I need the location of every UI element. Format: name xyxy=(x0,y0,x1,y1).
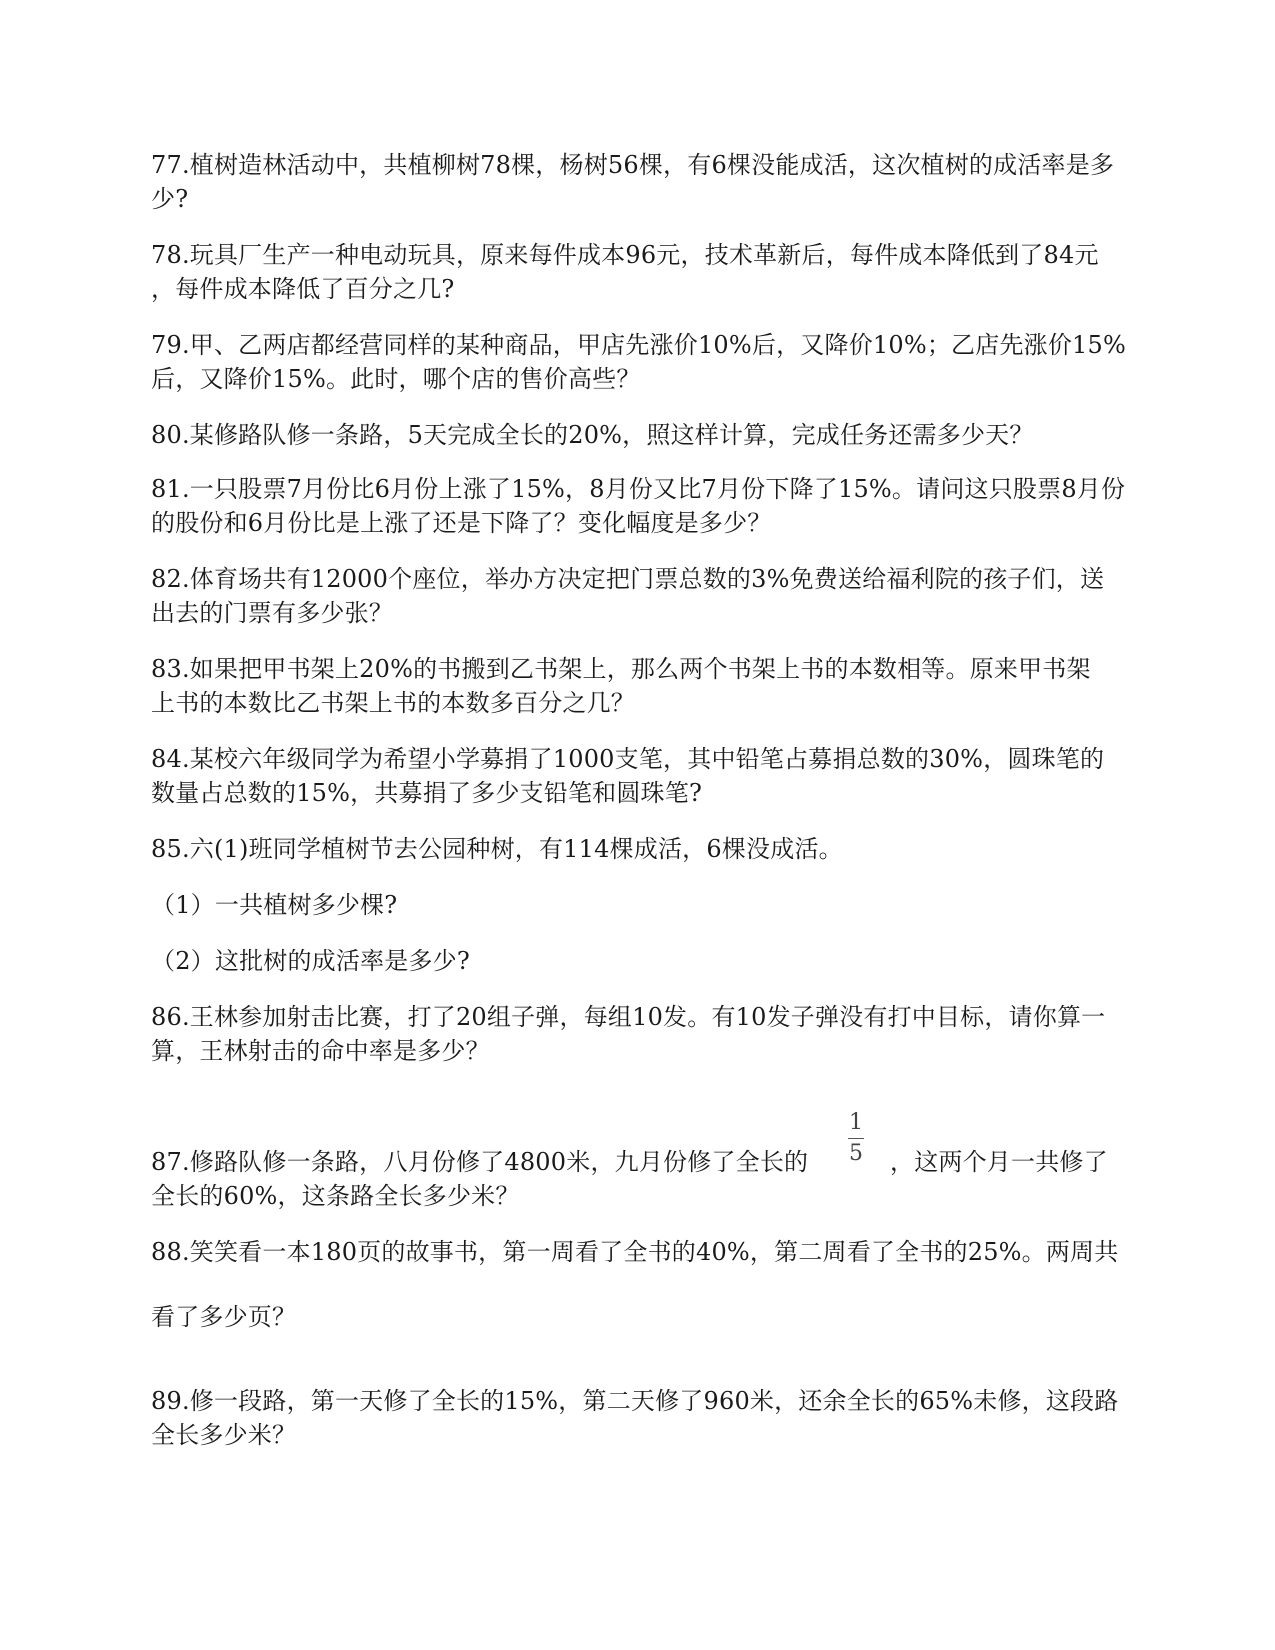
question-line: 78.玩具厂生产一种电动玩具，原来每件成本96元，技术革新后，每件成本降低到了84元 xyxy=(151,241,1099,269)
question-line: ，每件成本降低了百分之几? xyxy=(151,275,455,303)
question-line: 数量占总数的15%，共募捐了多少支铅笔和圆珠笔? xyxy=(151,779,703,807)
question-line: 85.六(1)班同学植树节去公园种树，有114棵成活，6棵没成活。 xyxy=(151,835,843,863)
question-line: 86.王林参加射击比赛，打了20组子弹，每组10发。有10发子弹没有打中目标，请你算一 xyxy=(151,1003,1106,1031)
fraction-one-fifth xyxy=(838,1110,874,1167)
question-line: 87.修路队修一条路，八月份修了4800米，九月份修了全长的 xyxy=(151,1148,809,1176)
sub-question: （1）一共植树多少棵? xyxy=(151,891,398,919)
fraction-numerator: 1 xyxy=(849,1110,863,1135)
question-line: ，这两个月一共修了 xyxy=(890,1148,1108,1176)
question-line: 77.植树造林活动中，共植柳树78棵，杨树56棵，有6棵没能成活，这次植树的成活率是多 xyxy=(151,151,1115,179)
question-line: 79.甲、乙两店都经营同样的某种商品，甲店先涨价10%后，又降价10%；乙店先涨价15% xyxy=(151,331,1126,359)
question-line: 全长多少米？ xyxy=(151,1421,297,1449)
question-line: 81.一只股票7月份比6月份上涨了15%，8月份又比7月份下降了15%。请问这只股票8月份 xyxy=(151,475,1126,503)
question-line: 88.笑笑看一本180页的故事书，第一周看了全书的40%，第二周看了全书的25%。两周共 xyxy=(151,1238,1119,1266)
question-line: 80.某修路队修一条路，5天完成全长的20%，照这样计算，完成任务还需多少天？ xyxy=(151,421,1034,449)
question-line: 上书的本数比乙书架上书的本数多百分之几？ xyxy=(151,689,635,717)
sub-question: （2）这批树的成活率是多少? xyxy=(151,947,470,975)
question-line: 83.如果把甲书架上20%的书搬到乙书架上，那么两个书架上书的本数相等。原来甲书架 xyxy=(151,655,1091,683)
question-line: 89.修一段路，第一天修了全长的15%，第二天修了960米，还余全长的65%未修，这段路 xyxy=(151,1387,1119,1415)
question-line: 看了多少页？ xyxy=(151,1303,297,1331)
question-line: 后，又降价15%。此时，哪个店的售价高些？ xyxy=(151,365,641,393)
question-line: 全长的60%，这条路全长多少米？ xyxy=(151,1182,520,1210)
question-line: 84.某校六年级同学为希望小学募捐了1000支笔，其中铅笔占募捐总数的30%，圆珠笔的 xyxy=(151,745,1105,773)
question-line: 算，王林射击的命中率是多少？ xyxy=(151,1037,490,1065)
fraction-denominator: 5 xyxy=(849,1141,863,1166)
fraction-bar xyxy=(848,1138,864,1139)
question-line: 出去的门票有多少张？ xyxy=(151,599,393,627)
question-line: 82.体育场共有12000个座位，举办方决定把门票总数的3%免费送给福利院的孩子们，送 xyxy=(151,565,1105,593)
question-line: 少? xyxy=(151,185,189,213)
question-line: 的股份和6月份比是上涨了还是下降了？变化幅度是多少？ xyxy=(151,509,772,537)
